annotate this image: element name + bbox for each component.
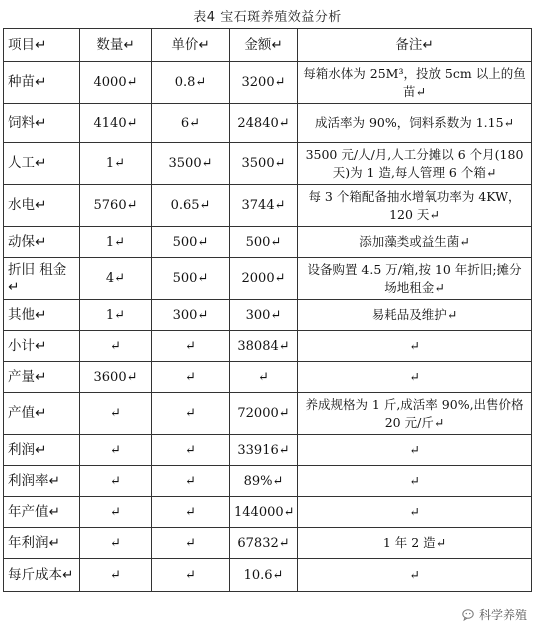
cell-amount: 89%↵ — [230, 466, 298, 497]
cell-amount: 3500↵ — [230, 143, 298, 185]
cell-item: 饲料↵ — [4, 104, 80, 143]
cell-quantity: 1↵ — [80, 300, 152, 331]
cell-amount: 500↵ — [230, 227, 298, 258]
cell-remarks: 成活率为 90%，饲料系数为 1.15↵ — [298, 104, 532, 143]
cell-quantity: ↵ — [80, 528, 152, 559]
cell-amount: ↵ — [230, 362, 298, 393]
cell-quantity: ↵ — [80, 497, 152, 528]
table-row — [4, 300, 532, 331]
table-row — [4, 393, 532, 435]
cell-unit-price: 500↵ — [152, 227, 230, 258]
cell-item: 年产值↵ — [4, 497, 80, 528]
cell-item: 折旧 租金↵ — [4, 258, 80, 300]
cell-unit-price: 0.8↵ — [152, 62, 230, 104]
header-cell-remarks: 备注↵ — [298, 29, 532, 62]
cell-item: 其他↵ — [4, 300, 80, 331]
table-row — [4, 227, 532, 258]
cell-quantity: 3600↵ — [80, 362, 152, 393]
table-row — [4, 497, 532, 528]
cell-amount: 144000↵ — [230, 497, 298, 528]
cell-item: 种苗↵ — [4, 62, 80, 104]
cell-item: 动保↵ — [4, 227, 80, 258]
cell-unit-price: ↵ — [152, 362, 230, 393]
benefit-analysis-table — [3, 28, 532, 592]
cell-quantity: ↵ — [80, 435, 152, 466]
cell-quantity: 4140↵ — [80, 104, 152, 143]
table-row — [4, 528, 532, 559]
cell-remarks: ↵ — [298, 362, 532, 393]
cell-item: 产量↵ — [4, 362, 80, 393]
cell-remarks: 易耗品及维护↵ — [298, 300, 532, 331]
cell-remarks: 每 3 个箱配备抽水增氧功率为 4KW，120 天↵ — [298, 185, 532, 227]
cell-remarks: ↵ — [298, 497, 532, 528]
cell-quantity: 1↵ — [80, 143, 152, 185]
cell-quantity: 5760↵ — [80, 185, 152, 227]
cell-quantity: ↵ — [80, 393, 152, 435]
cell-unit-price: ↵ — [152, 466, 230, 497]
cell-unit-price: 300↵ — [152, 300, 230, 331]
header-row — [4, 29, 532, 62]
cell-item: 水电↵ — [4, 185, 80, 227]
table-row — [4, 331, 532, 362]
cell-quantity: 4↵ — [80, 258, 152, 300]
cell-quantity: ↵ — [80, 559, 152, 592]
table-row — [4, 435, 532, 466]
cell-unit-price: 0.65↵ — [152, 185, 230, 227]
cell-item: 年利润↵ — [4, 528, 80, 559]
cell-item: 利润率↵ — [4, 466, 80, 497]
cell-remarks: ↵ — [298, 435, 532, 466]
cell-remarks: 养成规格为 1 斤,成活率 90%,出售价格 20 元/斤↵ — [298, 393, 532, 435]
cell-amount: 72000↵ — [230, 393, 298, 435]
cell-amount: 38084↵ — [230, 331, 298, 362]
table-row — [4, 104, 532, 143]
cell-remarks: ↵ — [298, 466, 532, 497]
cell-remarks: 设备购置 4.5 万/箱,按 10 年折旧;摊分场地租金↵ — [298, 258, 532, 300]
cell-remarks: 1 年 2 造↵ — [298, 528, 532, 559]
cell-unit-price: ↵ — [152, 528, 230, 559]
cell-amount: 24840↵ — [230, 104, 298, 143]
cell-item: 利润↵ — [4, 435, 80, 466]
table-row — [4, 466, 532, 497]
cell-quantity: ↵ — [80, 331, 152, 362]
table-row — [4, 185, 532, 227]
cell-remarks: ↵ — [298, 331, 532, 362]
cell-unit-price: 500↵ — [152, 258, 230, 300]
table-row — [4, 62, 532, 104]
cell-unit-price: ↵ — [152, 435, 230, 466]
header-cell-amount: 金额↵ — [230, 29, 298, 62]
cell-amount: 67832↵ — [230, 528, 298, 559]
cell-unit-price: ↵ — [152, 393, 230, 435]
cell-amount: 10.6↵ — [230, 559, 298, 592]
cell-amount: 3200↵ — [230, 62, 298, 104]
header-cell-unit-price: 单价↵ — [152, 29, 230, 62]
cell-remarks: 添加藻类或益生菌↵ — [298, 227, 532, 258]
table-row — [4, 362, 532, 393]
table-row — [4, 559, 532, 592]
cell-remarks: ↵ — [298, 559, 532, 592]
cell-unit-price: 6↵ — [152, 104, 230, 143]
cell-quantity: 4000↵ — [80, 62, 152, 104]
cell-quantity: ↵ — [80, 466, 152, 497]
cell-amount: 33916↵ — [230, 435, 298, 466]
cell-unit-price: ↵ — [152, 497, 230, 528]
cell-amount: 2000↵ — [230, 258, 298, 300]
wechat-bubble-icon — [462, 608, 476, 622]
header-cell-item: 项目↵ — [4, 29, 80, 62]
cell-unit-price: ↵ — [152, 559, 230, 592]
cell-item: 人工↵ — [4, 143, 80, 185]
table-row — [4, 143, 532, 185]
cell-item: 产值↵ — [4, 393, 80, 435]
cell-amount: 300↵ — [230, 300, 298, 331]
table-row — [4, 258, 532, 300]
watermark — [462, 606, 527, 623]
cell-item: 小计↵ — [4, 331, 80, 362]
cell-remarks: 每箱水体为 25M³，投放 5cm 以上的鱼苗↵ — [298, 62, 532, 104]
table-caption: 表4 宝石斑养殖效益分析 — [193, 10, 342, 25]
cell-amount: 3744↵ — [230, 185, 298, 227]
cell-quantity: 1↵ — [80, 227, 152, 258]
cell-item: 每斤成本↵ — [4, 559, 80, 592]
watermark-text: 科学养殖 — [478, 608, 527, 622]
cell-unit-price: ↵ — [152, 331, 230, 362]
cell-remarks: 3500 元/人/月,人工分摊以 6 个月(180 天)为 1 造,每人管理 6 个箱↵ — [298, 143, 532, 185]
cell-unit-price: 3500↵ — [152, 143, 230, 185]
header-cell-quantity: 数量↵ — [80, 29, 152, 62]
